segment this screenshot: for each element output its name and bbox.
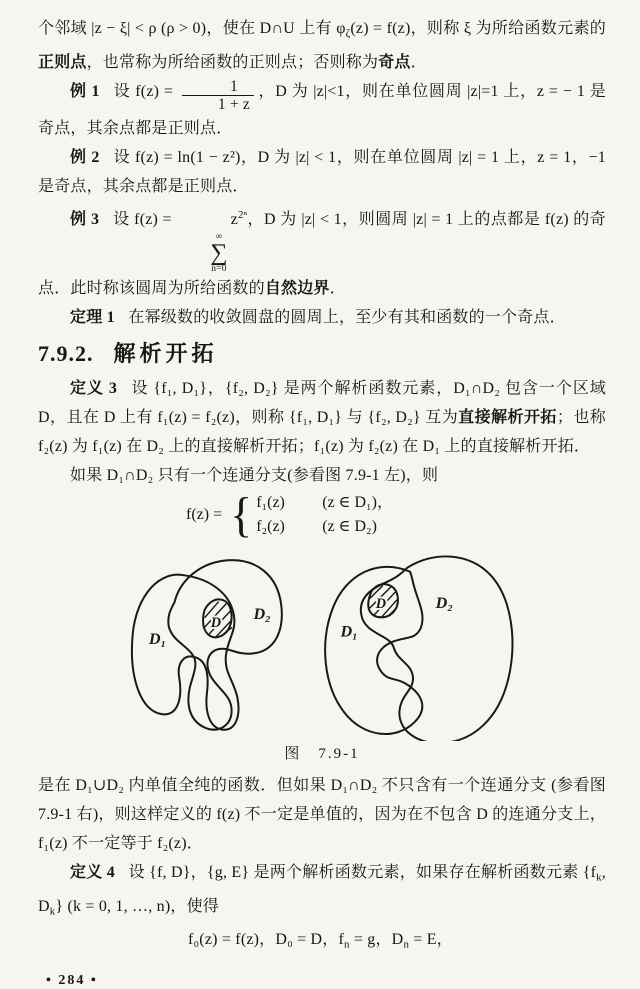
paragraph-theorem1 bbox=[38, 303, 606, 332]
chain-equation: f₀(z) = f(z)，D₀ = D，$f_n = g$，$D_n = E$， bbox=[188, 931, 453, 951]
fraction-1-over-1plusz bbox=[182, 78, 254, 114]
power-term bbox=[230, 208, 248, 228]
label-d: D bbox=[210, 614, 222, 631]
paragraph-intro: 个邻域 |z − ξ| < ρ (ρ > 0)，使在 D∩U 上有 $\varphi_\zeta(z) = f(z)$，则称 ξ 为所给函数元素的正则点，也常称为所给函数的正则点；否则称为奇点． bbox=[38, 20, 606, 72]
section-heading bbox=[38, 339, 606, 369]
section-title: 解析开拓 bbox=[113, 340, 218, 366]
figure-caption: 图 7.9-1 bbox=[284, 745, 360, 762]
sigma-icon: ∑ bbox=[210, 239, 228, 266]
case-row: f₂(z) (z ∈ D₂) bbox=[256, 517, 377, 535]
page-number: • 284 • bbox=[46, 972, 98, 988]
case-row: f₁(z) (z ∈ D₁)， bbox=[256, 493, 393, 511]
label-d1: D₁ bbox=[148, 630, 167, 648]
domain-d2-outline bbox=[168, 560, 282, 729]
definition3-text: 设 {f₁, D₁}，{f₂, D₂} 是两个解析函数元素，D₁∩D₂ 包含一个区域 D，且在 D 上有 f₁(z) = f₂(z)，则称 {f₁, D₁} 与 {f₂, D₂} 互为直接解析开拓；也称 f₂(z) 为 f₁(z) 在 D₂ 上的直接解析开拓；f₁(z) 为 f₂(z) 在 D₁ 上的直接解析开拓． bbox=[38, 379, 606, 455]
sum-upper-limit: ∞ bbox=[215, 231, 223, 242]
section-number: 7.9.2. bbox=[38, 340, 94, 366]
figure-right-diagram bbox=[317, 545, 522, 741]
piecewise-cases bbox=[256, 491, 393, 539]
theorem1-text: 在幂级数的收敛圆盘的圆周上，至少有其和函数的一个奇点． bbox=[128, 308, 566, 326]
paragraph-definition4 bbox=[38, 858, 606, 927]
sum-lower-limit: n=0 bbox=[211, 263, 227, 274]
domain-d1-outline bbox=[132, 575, 239, 730]
paragraph-if-one-component: 如果 D₁∩D₂ 只有一个连通分支(参看图 7.9-1 左)，则 bbox=[70, 466, 439, 484]
example1-label: 例 1 bbox=[70, 83, 100, 101]
example3-label: 例 3 bbox=[70, 210, 100, 228]
figure-7-9-1 bbox=[38, 545, 606, 765]
paragraph-after-figure: 是在 D₁∪D₂ 内单值全纯的函数．但如果 D₁∩D₂ 不只含有一个连通分支 (参看图 7.9-1 右)，则这样定义的 f(z) 不一定是单值的，因为在不包含 D 的连通分支上，f₁(z) 不一定等于 f₂(z)． bbox=[38, 776, 606, 852]
label-d2: D₂ bbox=[435, 594, 453, 612]
label-d2: D₂ bbox=[253, 606, 271, 624]
example2-text: 设 f(z) = ln(1 − z²)，D 为 |z| < 1，则在单位圆周 |z| = 1 上，z = 1，−1 是奇点，其余点都是正则点． bbox=[38, 148, 606, 195]
definition3-label: 定义 3 bbox=[70, 379, 118, 397]
equation-lhs: f(z) = bbox=[186, 505, 223, 523]
example1-post: ，D 为 |z|<1，则在单位圆周 |z|=1 上，z = − 1 是奇点，其余点都是正则点． bbox=[38, 83, 606, 137]
paragraph-definition3 bbox=[38, 374, 606, 461]
example2-label: 例 2 bbox=[70, 148, 100, 166]
paragraph-example2 bbox=[38, 143, 606, 201]
paragraph-example3 bbox=[38, 201, 606, 303]
curly-brace-icon: { bbox=[230, 487, 253, 542]
fraction-denominator: 1 + z bbox=[182, 95, 254, 113]
paragraph-example1 bbox=[38, 77, 606, 143]
power-exponent: 2ⁿ bbox=[237, 208, 248, 221]
definition4-text: 设 {f, D}，{g, E} 是两个解析函数元素，如果存在解析函数元素 {$f_k$, $D_k$} (k = 0, 1, …, n)，使得 bbox=[38, 863, 606, 918]
summation-operator bbox=[178, 232, 227, 274]
fraction-numerator: 1 bbox=[229, 78, 238, 96]
label-d1: D₁ bbox=[340, 623, 358, 641]
definition4-label: 定义 4 bbox=[70, 863, 115, 881]
domain-d1-outline bbox=[325, 567, 422, 734]
power-base: z bbox=[230, 210, 238, 228]
label-d: D bbox=[375, 595, 387, 612]
example1-pre: 设 f(z) = bbox=[113, 83, 178, 101]
example3-post: ，D 为 |z| < 1，则圆周 |z| = 1 上的点都是 f(z) 的奇点．此时称该圆周为所给函数的自然边界． bbox=[38, 210, 606, 297]
figure-left-diagram bbox=[122, 545, 307, 741]
piecewise-equation bbox=[186, 487, 606, 542]
example3-pre: 设 f(z) = bbox=[112, 210, 177, 228]
theorem1-label: 定理 1 bbox=[70, 308, 115, 326]
